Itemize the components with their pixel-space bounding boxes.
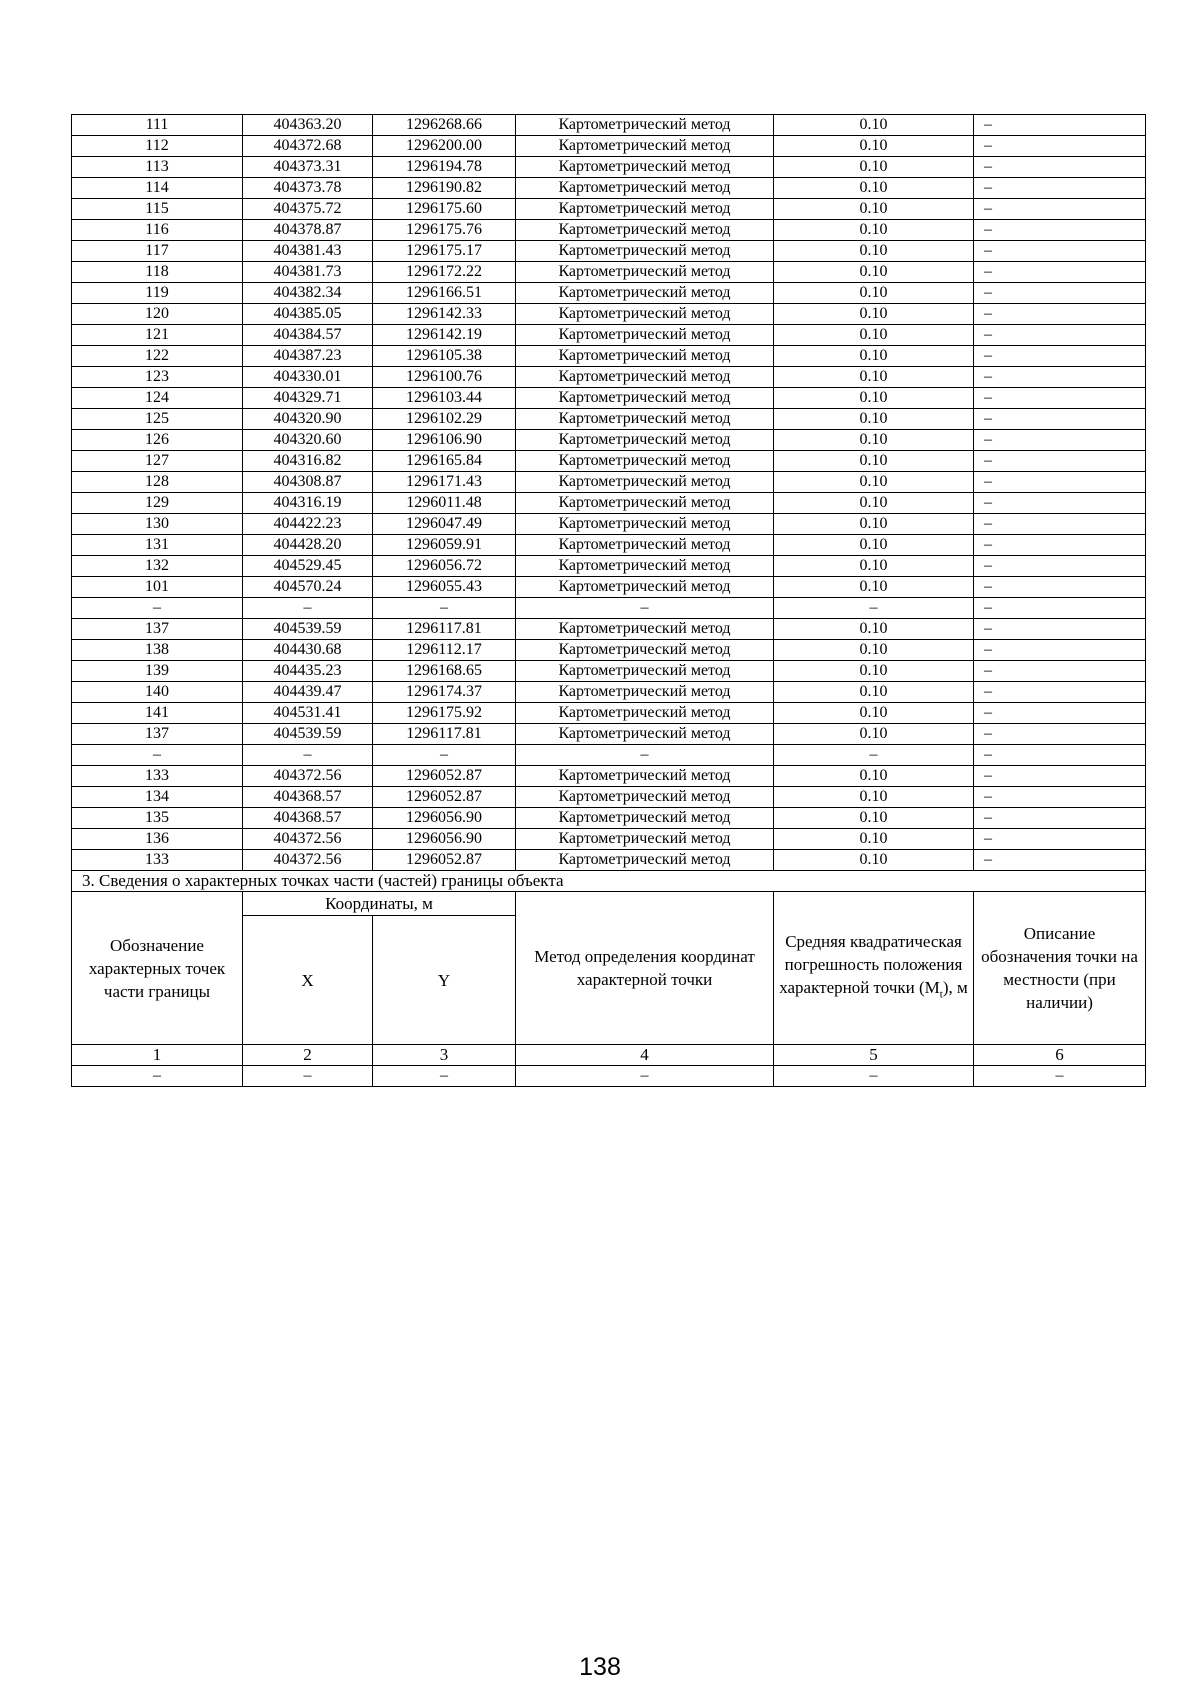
column-number: 5 [774, 1045, 974, 1066]
error-cell: 0.10 [774, 766, 974, 787]
empty-cell: – [774, 1066, 974, 1087]
point-id-cell: 131 [72, 535, 243, 556]
column-number: 3 [373, 1045, 516, 1066]
table-row [72, 829, 1146, 850]
point-id-cell: 140 [72, 682, 243, 703]
table-row [72, 745, 1146, 766]
method-cell: Картометрический метод [516, 346, 774, 367]
y-coordinate-cell: 1296171.43 [373, 472, 516, 493]
method-cell: Картометрический метод [516, 577, 774, 598]
description-cell: – [974, 430, 1146, 451]
x-coordinate-cell: 404539.59 [243, 724, 373, 745]
error-cell: – [774, 598, 974, 619]
description-cell: – [974, 388, 1146, 409]
point-id-cell: 128 [72, 472, 243, 493]
point-id-cell: 111 [72, 115, 243, 136]
x-coordinate-cell: 404378.87 [243, 220, 373, 241]
y-coordinate-cell: 1296194.78 [373, 157, 516, 178]
description-cell: – [974, 409, 1146, 430]
description-cell: – [974, 220, 1146, 241]
x-coordinate-cell: 404385.05 [243, 304, 373, 325]
description-cell: – [974, 493, 1146, 514]
error-cell: 0.10 [774, 157, 974, 178]
y-coordinate-cell: 1296052.87 [373, 787, 516, 808]
x-coordinate-cell: 404439.47 [243, 682, 373, 703]
point-id-cell: 121 [72, 325, 243, 346]
y-coordinate-cell: 1296175.60 [373, 199, 516, 220]
x-coordinate-cell: 404329.71 [243, 388, 373, 409]
table-row [72, 430, 1146, 451]
header-error-main: Средняя квадратическая погрешность положения характерной точки (M [779, 931, 963, 997]
section3-block [72, 871, 1146, 1087]
error-cell: 0.10 [774, 367, 974, 388]
method-cell: Картометрический метод [516, 514, 774, 535]
table-row [72, 766, 1146, 787]
table-row [72, 787, 1146, 808]
point-id-cell: 132 [72, 556, 243, 577]
y-coordinate-cell: 1296112.17 [373, 640, 516, 661]
x-coordinate-cell: 404570.24 [243, 577, 373, 598]
point-id-cell: 129 [72, 493, 243, 514]
empty-cell: – [974, 1066, 1146, 1087]
table-row [72, 556, 1146, 577]
header-point-designation: Обозначение характерных точек части границы [72, 892, 243, 1045]
method-cell: Картометрический метод [516, 472, 774, 493]
section-title-row [72, 871, 1146, 892]
description-cell: – [974, 157, 1146, 178]
y-coordinate-cell: 1296100.76 [373, 367, 516, 388]
y-coordinate-cell: 1296102.29 [373, 409, 516, 430]
empty-row [72, 1066, 1146, 1087]
y-coordinate-cell: 1296174.37 [373, 682, 516, 703]
description-cell: – [974, 262, 1146, 283]
section-title: 3. Сведения о характерных точках части (частей) границы объекта [72, 871, 1146, 892]
table-row [72, 535, 1146, 556]
error-cell: 0.10 [774, 220, 974, 241]
method-cell: Картометрический метод [516, 556, 774, 577]
point-id-cell: 126 [72, 430, 243, 451]
method-cell: Картометрический метод [516, 178, 774, 199]
y-coordinate-cell: 1296200.00 [373, 136, 516, 157]
y-coordinate-cell: 1296172.22 [373, 262, 516, 283]
column-number: 1 [72, 1045, 243, 1066]
error-cell: 0.10 [774, 493, 974, 514]
table-row [72, 199, 1146, 220]
table-row [72, 724, 1146, 745]
y-coordinate-cell: 1296175.17 [373, 241, 516, 262]
error-cell: 0.10 [774, 241, 974, 262]
description-cell: – [974, 535, 1146, 556]
x-coordinate-cell: 404372.56 [243, 829, 373, 850]
method-cell: Картометрический метод [516, 808, 774, 829]
error-cell: 0.10 [774, 577, 974, 598]
header-error-unit: ), м [942, 977, 968, 997]
y-coordinate-cell: 1296190.82 [373, 178, 516, 199]
x-coordinate-cell: 404372.56 [243, 850, 373, 871]
method-cell: Картометрический метод [516, 703, 774, 724]
point-id-cell: 138 [72, 640, 243, 661]
table-row [72, 472, 1146, 493]
table-row [72, 451, 1146, 472]
description-cell: – [974, 178, 1146, 199]
error-cell: 0.10 [774, 409, 974, 430]
table-row [72, 367, 1146, 388]
description-cell: – [974, 745, 1146, 766]
method-cell: Картометрический метод [516, 409, 774, 430]
method-cell: Картометрический метод [516, 199, 774, 220]
y-coordinate-cell: 1296268.66 [373, 115, 516, 136]
y-coordinate-cell: 1296117.81 [373, 724, 516, 745]
method-cell: Картометрический метод [516, 682, 774, 703]
table-row [72, 346, 1146, 367]
description-cell: – [974, 325, 1146, 346]
point-id-cell: 112 [72, 136, 243, 157]
empty-cell: – [516, 1066, 774, 1087]
method-cell: Картометрический метод [516, 640, 774, 661]
empty-cell: – [72, 1066, 243, 1087]
y-coordinate-cell: 1296105.38 [373, 346, 516, 367]
description-cell: – [974, 640, 1146, 661]
point-id-cell: 139 [72, 661, 243, 682]
point-id-cell: 119 [72, 283, 243, 304]
table-row [72, 262, 1146, 283]
y-coordinate-cell: – [373, 598, 516, 619]
description-cell: – [974, 472, 1146, 493]
description-cell: – [974, 661, 1146, 682]
y-coordinate-cell: 1296142.19 [373, 325, 516, 346]
table-row [72, 577, 1146, 598]
method-cell: Картометрический метод [516, 283, 774, 304]
y-coordinate-cell: 1296011.48 [373, 493, 516, 514]
method-cell: Картометрический метод [516, 724, 774, 745]
error-cell: 0.10 [774, 829, 974, 850]
point-id-cell: 133 [72, 766, 243, 787]
x-coordinate-cell: – [243, 745, 373, 766]
error-cell: 0.10 [774, 808, 974, 829]
error-cell: 0.10 [774, 136, 974, 157]
x-coordinate-cell: 404373.31 [243, 157, 373, 178]
description-cell: – [974, 829, 1146, 850]
point-id-cell: 118 [72, 262, 243, 283]
y-coordinate-cell: 1296165.84 [373, 451, 516, 472]
description-cell: – [974, 241, 1146, 262]
error-cell: 0.10 [774, 325, 974, 346]
table-row [72, 178, 1146, 199]
error-cell: 0.10 [774, 283, 974, 304]
error-cell: 0.10 [774, 556, 974, 577]
y-coordinate-cell: 1296168.65 [373, 661, 516, 682]
error-cell: 0.10 [774, 619, 974, 640]
point-id-cell: 125 [72, 409, 243, 430]
point-id-cell: 135 [72, 808, 243, 829]
error-cell: 0.10 [774, 514, 974, 535]
x-coordinate-cell: 404381.43 [243, 241, 373, 262]
point-id-cell: 127 [72, 451, 243, 472]
x-coordinate-cell: 404363.20 [243, 115, 373, 136]
table-row [72, 241, 1146, 262]
x-coordinate-cell: 404308.87 [243, 472, 373, 493]
table-row [72, 682, 1146, 703]
point-id-cell: 101 [72, 577, 243, 598]
method-cell: Картометрический метод [516, 304, 774, 325]
method-cell: Картометрический метод [516, 787, 774, 808]
x-coordinate-cell: 404368.57 [243, 808, 373, 829]
point-id-cell: 137 [72, 619, 243, 640]
x-coordinate-cell: 404435.23 [243, 661, 373, 682]
empty-cell: – [243, 1066, 373, 1087]
y-coordinate-cell: 1296052.87 [373, 850, 516, 871]
method-cell: Картометрический метод [516, 136, 774, 157]
table-row [72, 325, 1146, 346]
method-cell: Картометрический метод [516, 829, 774, 850]
description-cell: – [974, 808, 1146, 829]
point-id-cell: 114 [72, 178, 243, 199]
error-cell: 0.10 [774, 304, 974, 325]
point-id-cell: 141 [72, 703, 243, 724]
point-id-cell: 123 [72, 367, 243, 388]
point-id-cell: 122 [72, 346, 243, 367]
x-coordinate-cell: 404539.59 [243, 619, 373, 640]
method-cell: Картометрический метод [516, 388, 774, 409]
x-coordinate-cell: 404428.20 [243, 535, 373, 556]
table-row [72, 388, 1146, 409]
column-number: 6 [974, 1045, 1146, 1066]
table-row [72, 115, 1146, 136]
coordinates-table [71, 114, 1146, 1087]
description-cell: – [974, 346, 1146, 367]
column-numbers-row [72, 1045, 1146, 1066]
description-cell: – [974, 556, 1146, 577]
table-row [72, 409, 1146, 430]
y-coordinate-cell: 1296056.90 [373, 829, 516, 850]
table-row [72, 493, 1146, 514]
description-cell: – [974, 787, 1146, 808]
x-coordinate-cell: 404384.57 [243, 325, 373, 346]
method-cell: Картометрический метод [516, 262, 774, 283]
header-description: Описание обозначения точки на местности (при наличии) [974, 892, 1146, 1045]
x-coordinate-cell: 404320.60 [243, 430, 373, 451]
table-row [72, 808, 1146, 829]
error-cell: 0.10 [774, 388, 974, 409]
y-coordinate-cell: 1296106.90 [373, 430, 516, 451]
table-row [72, 136, 1146, 157]
y-coordinate-cell: 1296052.87 [373, 766, 516, 787]
error-cell: 0.10 [774, 199, 974, 220]
method-cell: Картометрический метод [516, 220, 774, 241]
description-cell: – [974, 136, 1146, 157]
header-error-subscript: t [939, 988, 943, 1001]
method-cell: Картометрический метод [516, 493, 774, 514]
x-coordinate-cell: 404529.45 [243, 556, 373, 577]
y-coordinate-cell: 1296047.49 [373, 514, 516, 535]
x-coordinate-cell: 404381.73 [243, 262, 373, 283]
y-coordinate-cell: 1296175.76 [373, 220, 516, 241]
y-coordinate-cell: 1296056.90 [373, 808, 516, 829]
description-cell: – [974, 283, 1146, 304]
description-cell: – [974, 304, 1146, 325]
description-cell: – [974, 115, 1146, 136]
y-coordinate-cell: 1296055.43 [373, 577, 516, 598]
table-row [72, 283, 1146, 304]
error-cell: 0.10 [774, 472, 974, 493]
point-id-cell: 134 [72, 787, 243, 808]
x-coordinate-cell: 404372.56 [243, 766, 373, 787]
x-coordinate-cell: – [243, 598, 373, 619]
error-cell: 0.10 [774, 430, 974, 451]
y-coordinate-cell: – [373, 745, 516, 766]
description-cell: – [974, 682, 1146, 703]
error-cell: 0.10 [774, 787, 974, 808]
error-cell: 0.10 [774, 346, 974, 367]
table-row [72, 640, 1146, 661]
header-coordinates: Координаты, м [243, 892, 516, 916]
point-id-cell: 113 [72, 157, 243, 178]
y-coordinate-cell: 1296175.92 [373, 703, 516, 724]
x-coordinate-cell: 404422.23 [243, 514, 373, 535]
x-coordinate-cell: 404316.19 [243, 493, 373, 514]
x-coordinate-cell: 404531.41 [243, 703, 373, 724]
description-cell: – [974, 367, 1146, 388]
y-coordinate-cell: 1296103.44 [373, 388, 516, 409]
point-id-cell: 120 [72, 304, 243, 325]
y-coordinate-cell: 1296059.91 [373, 535, 516, 556]
method-cell: – [516, 598, 774, 619]
x-coordinate-cell: 404387.23 [243, 346, 373, 367]
error-cell: 0.10 [774, 178, 974, 199]
x-coordinate-cell: 404368.57 [243, 787, 373, 808]
method-cell: Картометрический метод [516, 157, 774, 178]
method-cell: Картометрический метод [516, 241, 774, 262]
error-cell: 0.10 [774, 115, 974, 136]
description-cell: – [974, 451, 1146, 472]
method-cell: Картометрический метод [516, 451, 774, 472]
error-cell: 0.10 [774, 535, 974, 556]
method-cell: Картометрический метод [516, 115, 774, 136]
method-cell: Картометрический метод [516, 535, 774, 556]
point-id-cell: 117 [72, 241, 243, 262]
y-coordinate-cell: 1296117.81 [373, 619, 516, 640]
error-cell: 0.10 [774, 682, 974, 703]
method-cell: Картометрический метод [516, 619, 774, 640]
method-cell: Картометрический метод [516, 325, 774, 346]
description-cell: – [974, 703, 1146, 724]
x-coordinate-cell: 404316.82 [243, 451, 373, 472]
empty-cell: – [373, 1066, 516, 1087]
y-coordinate-cell: 1296056.72 [373, 556, 516, 577]
point-id-cell: – [72, 745, 243, 766]
page-number: 138 [579, 1653, 621, 1681]
header-x: X [243, 916, 373, 1045]
point-id-cell: 136 [72, 829, 243, 850]
column-number: 4 [516, 1045, 774, 1066]
table-row [72, 850, 1146, 871]
description-cell: – [974, 724, 1146, 745]
description-cell: – [974, 766, 1146, 787]
table-row [72, 598, 1146, 619]
point-id-cell: 130 [72, 514, 243, 535]
point-id-cell: 137 [72, 724, 243, 745]
method-cell: Картометрический метод [516, 850, 774, 871]
description-cell: – [974, 619, 1146, 640]
description-cell: – [974, 577, 1146, 598]
x-coordinate-cell: 404330.01 [243, 367, 373, 388]
x-coordinate-cell: 404373.78 [243, 178, 373, 199]
x-coordinate-cell: 404320.90 [243, 409, 373, 430]
error-cell: 0.10 [774, 661, 974, 682]
point-id-cell: 116 [72, 220, 243, 241]
x-coordinate-cell: 404375.72 [243, 199, 373, 220]
error-cell: 0.10 [774, 850, 974, 871]
table-row [72, 703, 1146, 724]
header-method: Метод определения координат характерной точки [516, 892, 774, 1045]
point-id-cell: 124 [72, 388, 243, 409]
point-id-cell: – [72, 598, 243, 619]
error-cell: – [774, 745, 974, 766]
table-row [72, 304, 1146, 325]
description-cell: – [974, 514, 1146, 535]
method-cell: – [516, 745, 774, 766]
method-cell: Картометрический метод [516, 367, 774, 388]
y-coordinate-cell: 1296166.51 [373, 283, 516, 304]
header-error [774, 892, 974, 1045]
table-row [72, 220, 1146, 241]
point-id-cell: 115 [72, 199, 243, 220]
x-coordinate-cell: 404372.68 [243, 136, 373, 157]
point-id-cell: 133 [72, 850, 243, 871]
error-cell: 0.10 [774, 640, 974, 661]
data-rows [72, 115, 1146, 871]
description-cell: – [974, 598, 1146, 619]
table-row [72, 157, 1146, 178]
method-cell: Картометрический метод [516, 430, 774, 451]
method-cell: Картометрический метод [516, 766, 774, 787]
header-row-1 [72, 892, 1146, 916]
table-row [72, 514, 1146, 535]
table-row [72, 619, 1146, 640]
error-cell: 0.10 [774, 451, 974, 472]
column-number: 2 [243, 1045, 373, 1066]
description-cell: – [974, 850, 1146, 871]
method-cell: Картометрический метод [516, 661, 774, 682]
error-cell: 0.10 [774, 703, 974, 724]
description-cell: – [974, 199, 1146, 220]
error-cell: 0.10 [774, 724, 974, 745]
table-row [72, 661, 1146, 682]
error-cell: 0.10 [774, 262, 974, 283]
y-coordinate-cell: 1296142.33 [373, 304, 516, 325]
x-coordinate-cell: 404430.68 [243, 640, 373, 661]
header-y: Y [373, 916, 516, 1045]
x-coordinate-cell: 404382.34 [243, 283, 373, 304]
